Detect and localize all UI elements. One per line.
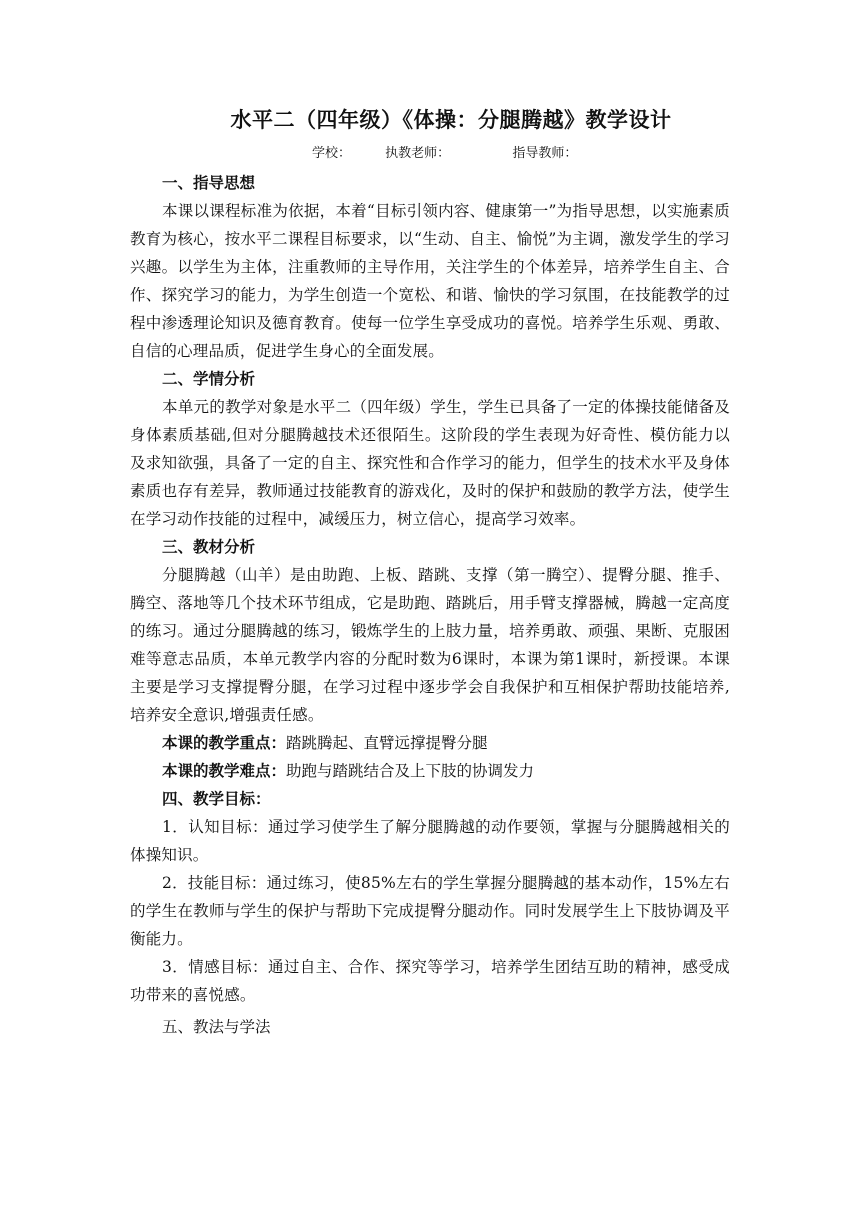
meta-teacher: 执教老师： (385, 146, 451, 161)
goal-emotional: 3．情感目标：通过自主、合作、探究等学习，培养学生团结互助的精神，感受成功带来的喜悦感。 (130, 958, 730, 1004)
difficulty-label: 本课的教学难点： (162, 761, 287, 780)
section-paragraph-material-analysis: 分腿腾越（山羊）是由助跑、上板、踏跳、支撑（第一腾空）、提臀分腿、推手、腾空、落地等几个技术环节组成，它是助跑、踏跳后，用手臂支撑器械，腾越一定高度的练习。通过分腿腾越的练习，锻炼学生的上肢力量，培养勇敢、顽强、果断、克服困难等意志品质，本单元教学内容的分配时数为6课时，本课为第1课时，新授课。本课主要是学习支撑提臀分腿，在学习过程中逐步学会自我保护和互相保护帮助技能培养,培养安全意识,增强责任感。 (130, 566, 730, 724)
key-point-value: 踏跳腾起、直臂远撑提臀分腿 (286, 734, 488, 752)
meta-school: 学校： (312, 146, 352, 161)
section-heading-methods: 五、教法与学法 (162, 1018, 271, 1036)
section-heading-student-analysis: 二、学情分析 (162, 369, 256, 388)
document-title: 水平二（四年级）《体操：分腿腾越》教学设计 (230, 107, 672, 132)
key-point-line (130, 729, 730, 757)
difficulty-value: 助跑与踏跳结合及上下肢的协调发力 (286, 762, 535, 780)
goal-cognitive: 1．认知目标：通过学习使学生了解分腿腾越的动作要领，掌握与分腿腾越相关的体操知识。 (130, 818, 730, 864)
goal-skill: 2．技能目标：通过练习，使85%左右的学生掌握分腿腾越的基本动作，15%左右的学生在教师与学生的保护与帮助下完成提臀分腿动作。同时发展学生上下肢协调及平衡能力。 (130, 874, 730, 948)
meta-instructor: 指导教师： (512, 146, 578, 161)
section-heading-guiding-thought: 一、指导思想 (162, 173, 256, 192)
section-paragraph-guiding-thought: 本课以课程标准为依据，本着“目标引领内容、健康第一”为指导思想，以实施素质教育为核心，按水平二课程目标要求，以“生动、自主、愉悦”为主调，激发学生的学习兴趣。以学生为主体，注重教师的主导作用，关注学生的个体差异，培养学生自主、合作、探究学习的能力，为学生创造一个宽松、和谐、愉快的学习氛围，在技能教学的过程中渗透理论知识及德育教育。使每一位学生享受成功的喜悦。培养学生乐观、勇敢、自信的心理品质，促进学生身心的全面发展。 (130, 202, 730, 360)
section-heading-material-analysis: 三、教材分析 (162, 537, 256, 556)
difficulty-line (130, 757, 730, 785)
document-body (130, 104, 730, 1041)
section-heading-teaching-goals: 四、教学目标： (162, 789, 271, 808)
section-paragraph-student-analysis: 本单元的教学对象是水平二（四年级）学生，学生已具备了一定的体操技能储备及身体素质基础,但对分腿腾越技术还很陌生。这阶段的学生表现为好奇性、模仿能力以及求知欲强，具备了一定的自主、探究性和合作学习的能力，但学生的技术水平及身体素质也存有差异，教师通过技能教育的游戏化，及时的保护和鼓励的教学方法，使学生在学习动作技能的过程中，减缓压力，树立信心，提高学习效率。 (130, 398, 730, 528)
document-meta (312, 142, 730, 161)
key-point-label: 本课的教学重点： (162, 733, 287, 752)
